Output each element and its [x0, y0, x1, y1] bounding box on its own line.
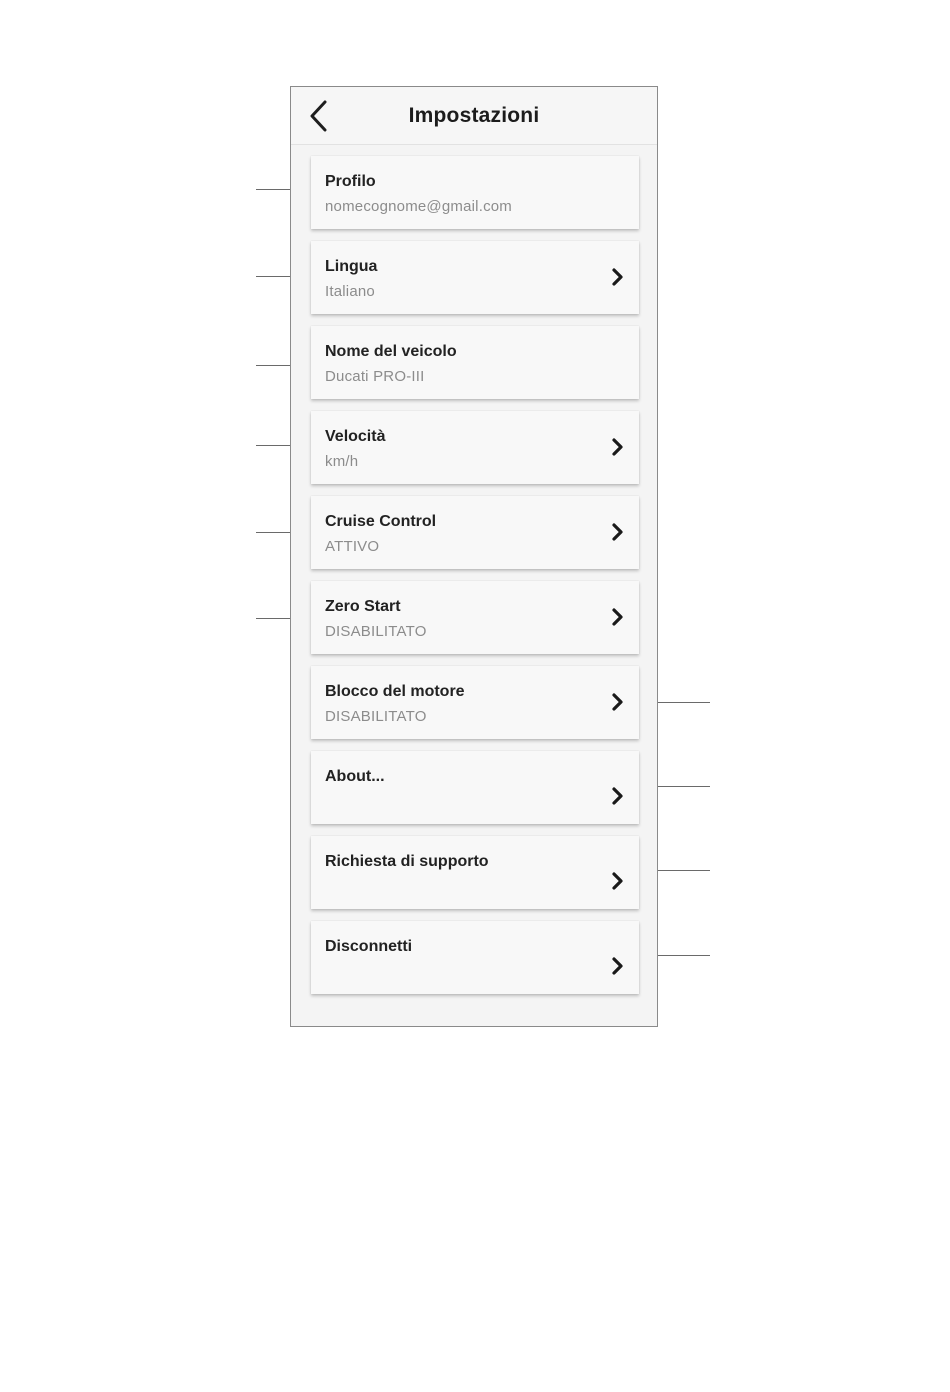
callout-line-supporto: [652, 870, 710, 871]
settings-item-label: Cruise Control: [325, 513, 437, 530]
chevron-right-icon: [610, 871, 626, 891]
settings-item-zero-start[interactable]: [311, 581, 639, 654]
settings-item-label: Lingua: [325, 258, 378, 275]
chevron-right-icon: [610, 956, 626, 976]
callout-line-disconnetti: [652, 955, 710, 956]
settings-item-label: Profilo: [325, 173, 376, 190]
settings-item-label: Disconnetti: [325, 938, 413, 955]
settings-item-value: DISABILITATO: [325, 708, 427, 725]
settings-item-blocco-motore[interactable]: [311, 666, 639, 739]
settings-item-label: Zero Start: [325, 598, 401, 615]
chevron-right-icon: [610, 692, 626, 712]
settings-item-label: Blocco del motore: [325, 683, 465, 700]
settings-item-disconnetti[interactable]: [311, 921, 639, 994]
settings-item-value: DISABILITATO: [325, 623, 427, 640]
settings-item-velocita[interactable]: [311, 411, 639, 484]
chevron-right-icon: [610, 437, 626, 457]
settings-item-profilo[interactable]: [311, 156, 639, 229]
callout-line-about: [652, 786, 710, 787]
settings-screen: [290, 86, 658, 1027]
settings-item-value: ATTIVO: [325, 538, 380, 555]
settings-item-value: nomecognome@gmail.com: [325, 198, 513, 215]
settings-item-value: Italiano: [325, 283, 375, 300]
settings-item-about[interactable]: [311, 751, 639, 824]
chevron-right-icon: [610, 267, 626, 287]
settings-item-nome-veicolo[interactable]: [311, 326, 639, 399]
page-title: Impostazioni: [408, 104, 540, 127]
settings-item-label: About...: [325, 768, 385, 785]
settings-item-value: km/h: [325, 453, 359, 470]
settings-item-value: Ducati PRO-III: [325, 368, 425, 385]
settings-item-lingua[interactable]: [311, 241, 639, 314]
settings-item-label: Velocità: [325, 428, 386, 445]
settings-item-label: Richiesta di supporto: [325, 853, 489, 870]
callout-line-blocco-motore: [652, 702, 710, 703]
settings-item-label: Nome del veicolo: [325, 343, 457, 360]
chevron-right-icon: [610, 522, 626, 542]
chevron-right-icon: [610, 607, 626, 627]
settings-item-cruise-control[interactable]: [311, 496, 639, 569]
chevron-right-icon: [610, 786, 626, 806]
app-header: [291, 87, 657, 145]
settings-item-supporto[interactable]: [311, 836, 639, 909]
